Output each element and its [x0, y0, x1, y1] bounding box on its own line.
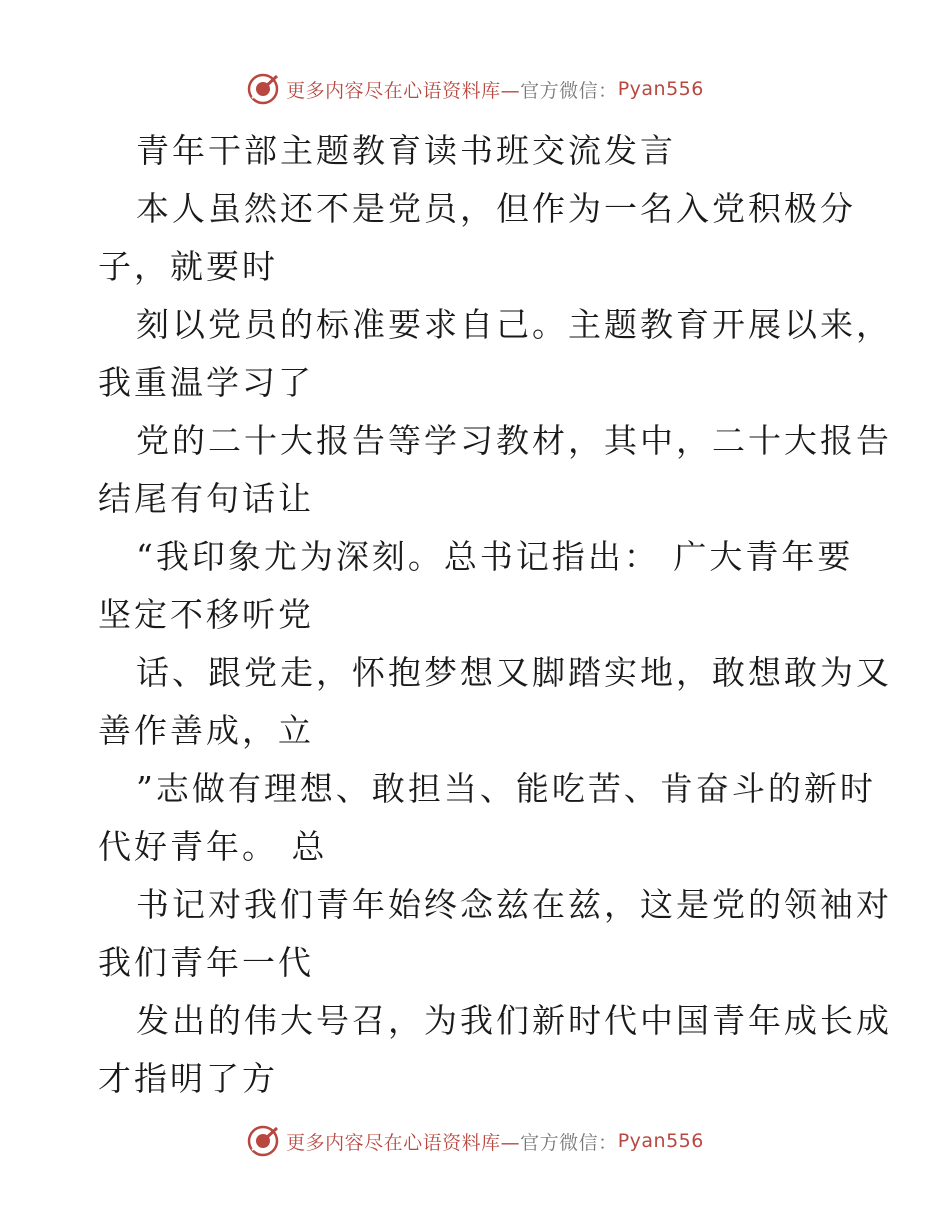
- document-body: [98, 122, 892, 1108]
- paragraph-line: 代好青年。 总: [98, 827, 328, 866]
- paragraph-line: 我们青年一代: [98, 943, 314, 982]
- paragraph-line: 本人虽然还不是党员，但作为一名入党积极分: [136, 189, 856, 228]
- paragraph-line: 我重温学习了: [98, 363, 314, 402]
- watermark-wechat-label: 官方微信：: [520, 1131, 618, 1154]
- paragraph-line: 书记对我们青年始终念兹在兹，这是党的领袖对: [136, 885, 892, 924]
- paragraph-line: 子，就要时: [98, 247, 278, 286]
- pen-logo-icon: [246, 72, 280, 106]
- paragraph-line: 结尾有句话让: [98, 479, 314, 518]
- paragraph-line: 发出的伟大号召，为我们新时代中国青年成长成: [136, 1001, 892, 1040]
- paragraph-line: 话、跟党走，怀抱梦想又脚踏实地，敢想敢为又: [136, 653, 892, 692]
- paragraph-line: 党的二十大报告等学习教材，其中，二十大报告: [136, 421, 892, 460]
- paragraph-line: 坚定不移听党: [98, 595, 314, 634]
- document-title: 青年干部主题教育读书班交流发言: [136, 131, 676, 170]
- paragraph-line: ”志做有理想、敢担当、能吃苦、肯奋斗的新时: [136, 769, 876, 808]
- footer-watermark: [0, 1124, 950, 1158]
- paragraph-line: 善作善成，立: [98, 711, 314, 750]
- watermark-wechat-id: Pyan556: [617, 1130, 704, 1152]
- header-watermark: [0, 72, 950, 106]
- watermark-main-text: 更多内容尽在心语资料库—: [286, 79, 521, 102]
- watermark-main-text: 更多内容尽在心语资料库—: [286, 1131, 521, 1154]
- paragraph-line: 刻以党员的标准要求自己。主题教育开展以来，: [136, 305, 892, 344]
- paragraph-line: 才指明了方: [98, 1059, 278, 1098]
- paragraph-line: “我印象尤为深刻。总书记指出： 广大青年要: [136, 537, 854, 576]
- pen-logo-icon: [246, 1124, 280, 1158]
- watermark-wechat-label: 官方微信：: [520, 79, 618, 102]
- watermark-wechat-id: Pyan556: [617, 78, 704, 100]
